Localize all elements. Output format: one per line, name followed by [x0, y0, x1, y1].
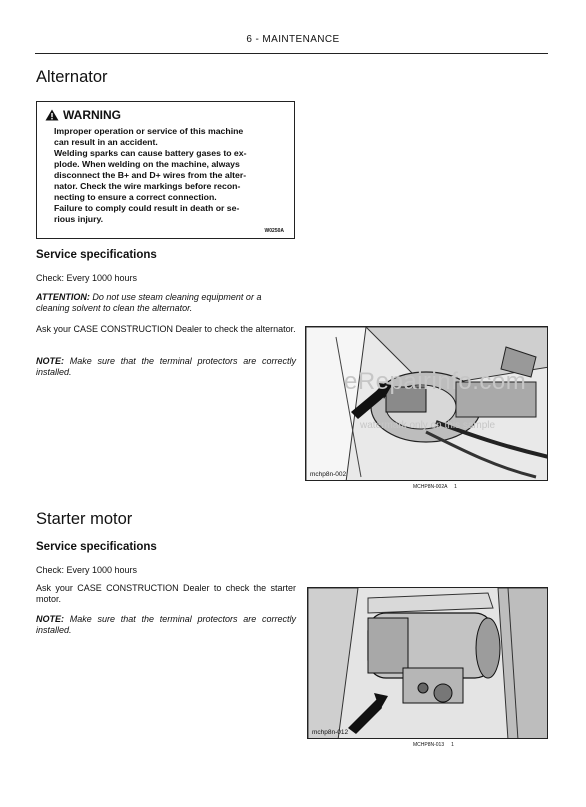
- warning-code: W0250A: [264, 228, 284, 234]
- alternator-figure: [305, 326, 548, 481]
- starter-figure: [307, 587, 548, 739]
- starter-service-heading: Service specifications: [36, 541, 157, 553]
- note-label: NOTE:: [36, 614, 64, 624]
- warning-line: necting to ensure a correct connection.: [54, 192, 217, 202]
- alternator-note: [36, 356, 296, 378]
- header-rule: [35, 53, 548, 54]
- watermark-sub: watermark only on this sample: [360, 420, 496, 431]
- warning-line: nator. Check the wire markings before recon-: [54, 181, 241, 191]
- starter-figure-caption: [413, 742, 454, 748]
- warning-line: Improper operation or service of this machine: [54, 126, 244, 136]
- note-text: Make sure that the terminal protectors are correctly installed.: [36, 614, 296, 635]
- starter-check: Check: Every 1000 hours: [36, 565, 138, 575]
- alternator-illustration: [306, 327, 548, 481]
- warning-line: Failure to comply could result in death or se-: [54, 203, 240, 213]
- alternator-dealer-text: Ask your CASE CONSTRUCTION Dealer to check the alternator.: [36, 324, 296, 334]
- figure-caption-code: MCHP8N-013: [413, 742, 445, 748]
- figure-number: 1: [451, 742, 454, 748]
- attention-label: ATTENTION:: [36, 292, 90, 302]
- alternator-check: Check: Every 1000 hours: [36, 273, 138, 283]
- warning-body: [54, 126, 279, 225]
- warning-title-text: WARNING: [63, 108, 121, 122]
- figure-number: 1: [454, 484, 457, 490]
- starter-illustration: [308, 588, 548, 739]
- warning-box: [36, 101, 295, 239]
- figure-caption-code: MCHP8N-002A: [413, 484, 448, 490]
- alternator-attention: [36, 292, 296, 314]
- warning-line: can result in an accident.: [54, 137, 158, 147]
- attention-text: Do not use steam cleaning equipment or a cleaning solvent to clean the alternator.: [36, 292, 262, 313]
- starter-note: [36, 614, 296, 636]
- alternator-figure-label: mchp8n-002: [310, 471, 347, 478]
- watermark-main: eRepairinfo.com: [344, 368, 527, 395]
- warning-line: disconnect the B+ and D+ wires from the alter-: [54, 170, 247, 180]
- alternator-heading: Alternator: [36, 68, 108, 86]
- starter-figure-label: mchp8n-012: [312, 729, 349, 736]
- alternator-service-heading: Service specifications: [36, 249, 157, 261]
- alternator-figure-caption: [413, 484, 457, 490]
- note-label: NOTE:: [36, 356, 64, 366]
- starter-dealer-text: Ask your CASE CONSTRUCTION Dealer to check the starter motor.: [36, 583, 296, 604]
- warning-title: [45, 108, 121, 122]
- page-header: 6 - MAINTENANCE: [246, 34, 340, 45]
- warning-line: Welding sparks can cause battery gases to ex-: [54, 148, 247, 158]
- warning-triangle-icon: [45, 109, 59, 121]
- warning-line: rious injury.: [54, 214, 104, 224]
- note-text: Make sure that the terminal protectors are correctly installed.: [36, 356, 296, 377]
- starter-heading: Starter motor: [36, 510, 133, 528]
- warning-line: plode. When welding on the machine, always: [54, 159, 240, 169]
